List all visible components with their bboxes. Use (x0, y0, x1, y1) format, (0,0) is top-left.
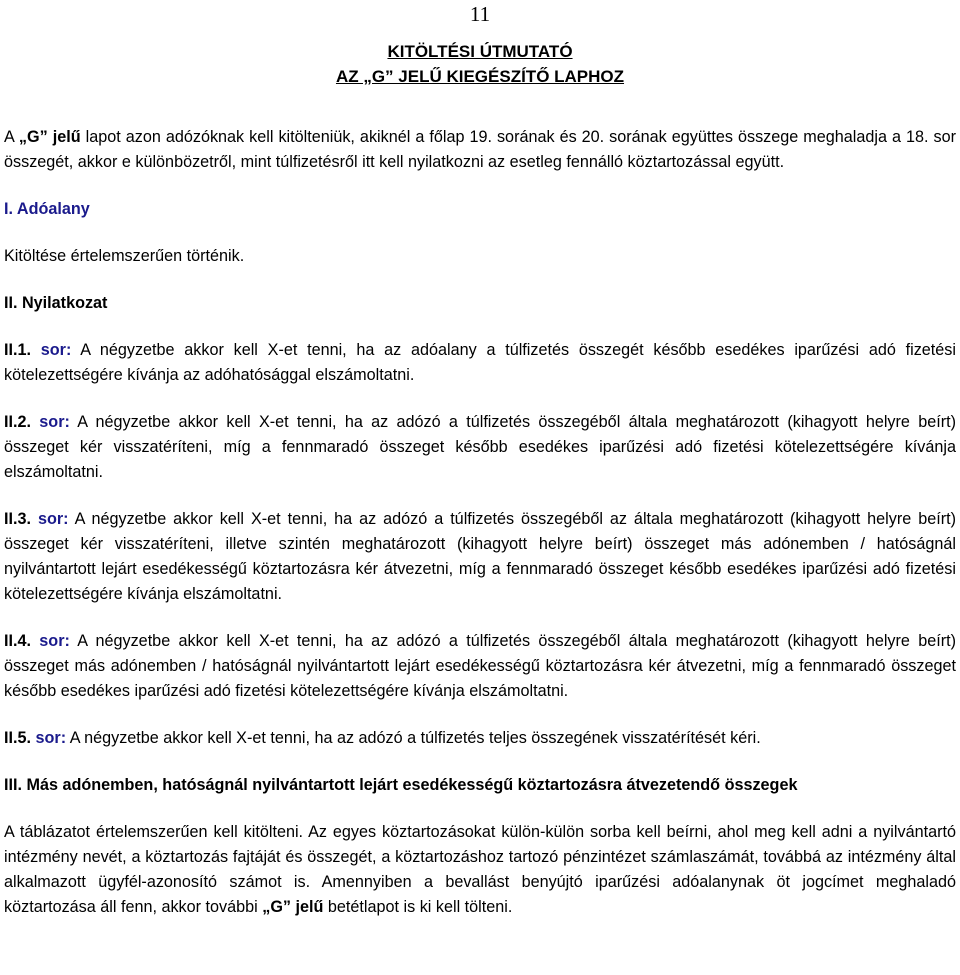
intro-prefix: A (4, 128, 19, 146)
item-ii-3 (4, 507, 956, 607)
item-number: II.4. (4, 632, 31, 650)
page-number: 11 (469, 2, 491, 26)
item-text: A négyzetbe akkor kell X-et tenni, ha az adózó a túlfizetés összegéből általa meghatározott (kihagyott helyre beírt) összeget kér visszatéríteni, míg a fennmaradó összeget később esedékes iparűzési adó fizetési kötelezettségére kívánja elszámoltatni. (4, 413, 956, 481)
intro-g-label: „G” jelű (18, 128, 81, 146)
section-3-text (4, 820, 956, 920)
title-line-1: KITÖLTÉSI ÚTMUTATÓ (387, 42, 573, 61)
item-text: A négyzetbe akkor kell X-et tenni, ha az adóalany a túlfizetés összegét később esedékes iparűzési adó fizetési kötelezettségére kívánja az adóhatósággal elszámoltatni. (4, 341, 956, 384)
section-1-heading: I. Adóalany (4, 200, 90, 218)
item-sor-label: sor: (40, 341, 72, 359)
item-text: A négyzetbe akkor kell X-et tenni, ha az adózó a túlfizetés teljes összegének visszatérítését kéri. (66, 729, 761, 747)
item-ii-5 (4, 726, 956, 751)
item-number: II.1. (4, 341, 31, 359)
section-3-text-post: betétlapot is ki kell tölteni. (323, 898, 513, 916)
title-line-2: AZ „G” JELŰ KIEGÉSZÍTŐ LAPHOZ (335, 67, 625, 86)
section-2-heading: II. Nyilatkozat (4, 294, 108, 312)
document-body (4, 125, 956, 920)
item-ii-2 (4, 410, 956, 485)
section-1-text: Kitöltése értelemszerűen történik. (4, 247, 245, 265)
item-number: II.2. (4, 413, 31, 431)
item-ii-4 (4, 629, 956, 704)
intro-paragraph (4, 125, 956, 175)
item-sor-label: sor: (39, 632, 70, 650)
item-sor-label: sor: (39, 413, 70, 431)
section-3-text-pre: A táblázatot értelemszerűen kell kitölteni. Az egyes köztartozásokat külön-külön sorba kell beírni, ahol meg kell adni a nyilvántartó intézmény nevét, a köztartozás fajtáját és összegét, a köztartozáshoz tartozó pénzintézet számlaszámát, továbbá az intézmény által alkalmazott ügyfél-azonosító számot is. Amennyiben a bevallást benyújtó iparűzési adóalanynak öt jogcímet meghaladó köztartozása áll fenn, akkor további (4, 823, 956, 916)
intro-text: lapot azon adózóknak kell kitölteniük, akiknél a főlap 19. sorának és 20. sorának együttes összege meghaladja a 18. sor összegét, akkor e különbözetről, mint túlfizetésről itt kell nyilatkozni az esetleg fennálló köztartozással együtt. (4, 128, 957, 171)
item-ii-1 (4, 338, 956, 388)
item-text: A négyzetbe akkor kell X-et tenni, ha az adózó a túlfizetés összegéből általa meghatározott (kihagyott helyre beírt) összeget más adónemben / hatóságnál nyilvántartott lejárt esedékességű köztartozásra kér átvezetni, míg a fennmaradó összeget később esedékes iparűzési adó fizetési kötelezettségére kívánja elszámoltatni. (4, 632, 956, 700)
item-sor-label: sor: (35, 729, 67, 747)
section-3-heading: III. Más adónemben, hatóságnál nyilvántartott lejárt esedékességű köztartozásra átvezetendő összegek (4, 776, 798, 794)
item-number: II.3. (4, 510, 31, 528)
item-number: II.5. (4, 729, 31, 747)
item-text: A négyzetbe akkor kell X-et tenni, ha az adózó a túlfizetés összegéből az általa meghatározott (kihagyott helyre beírt) összeget kér visszatéríteni, illetve szintén meghatározott (kihagyott helyre beírt) összeget más adónemben / hatóságnál nyilvántartott lejárt esedékességű köztartozásra kér átvezetni, míg a fennmaradó összeget később esedékes iparűzési adó fizetési kötelezettségére kívánja elszámoltatni. (4, 510, 956, 603)
item-sor-label: sor: (37, 510, 69, 528)
section-3-g-label: „G” jelű (262, 898, 324, 916)
document-title (0, 39, 960, 89)
